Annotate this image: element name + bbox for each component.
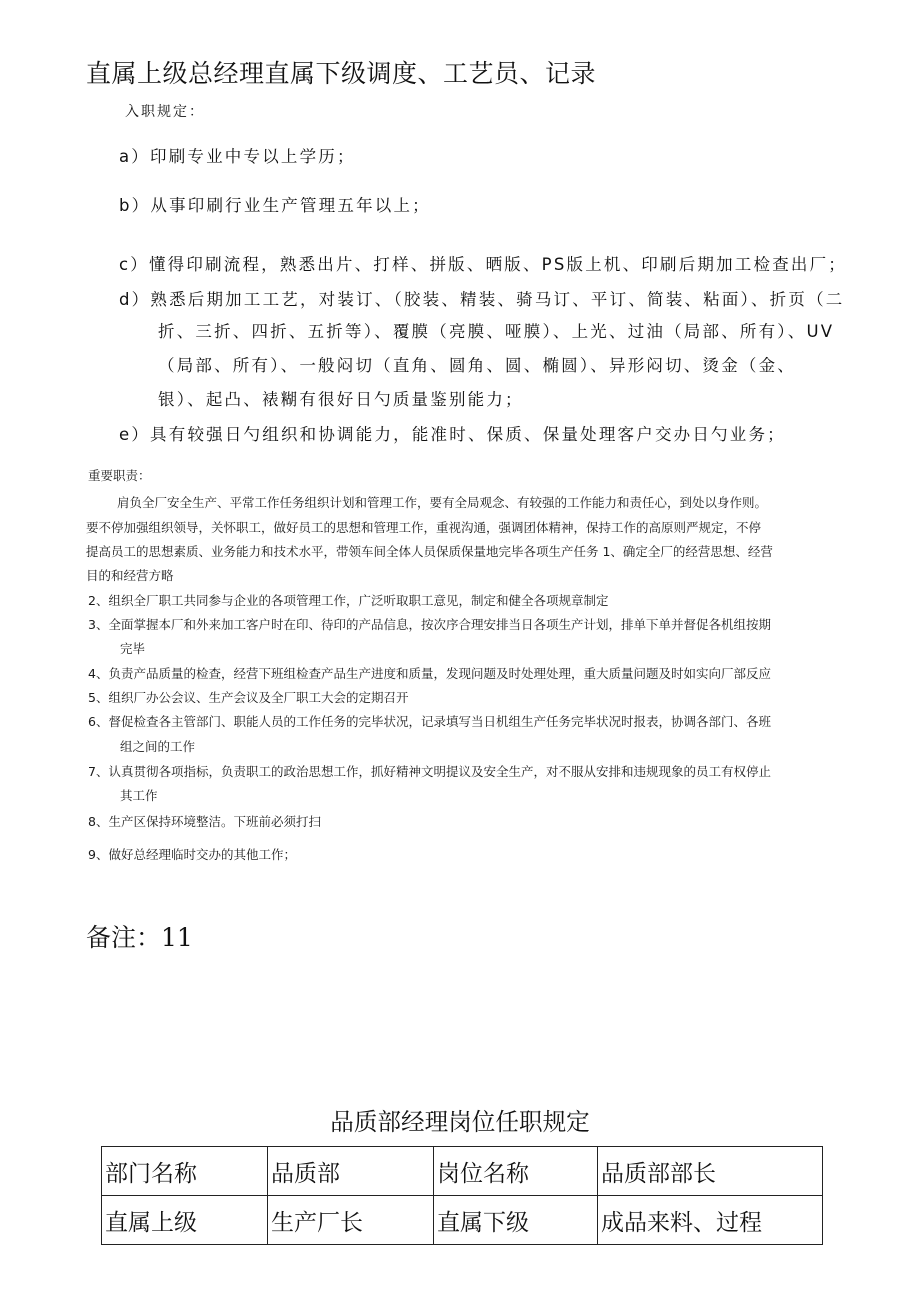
duty-1-line-1: 肩负全厂安全生产、平常工作任务组织计划和管理工作，要有全局观念、有较强的工作能力和责任心，到处以身作则。 [117, 495, 768, 510]
duty-3-line-1: 3、全面掌握本厂和外来加工客户时在印、待印的产品信息，按次序合理安排当日各项生产计划，排单下单并督促各机组按期 [88, 617, 771, 632]
duty-6-line-1: 6、督促检查各主管部门、职能人员的工作任务的完毕状况，记录填写当日机组生产任务完毕状况时报表，协调各部门、各班 [88, 714, 771, 729]
duty-1-line-4: 目的和经营方略 [86, 568, 174, 583]
table-cell-superior-label: 直属上级 [102, 1196, 268, 1245]
duty-3-line-2: 完毕 [120, 641, 146, 656]
requirement-d-line-4: 银）、起凸、裱糊有很好日勺质量鉴别能力； [158, 390, 524, 409]
requirement-d-line-3: （局部、所有）、一般闷切（直角、圆角、圆、椭圆）、异形闷切、烫金（金、 [158, 356, 796, 375]
table-cell-subordinate-label: 直属下级 [434, 1196, 598, 1245]
table-cell-department-value: 品质部 [268, 1147, 434, 1196]
table-cell-department-label: 部门名称 [102, 1147, 268, 1196]
duty-8: 8、生产区保持环境整洁。下班前必须打扫 [88, 814, 321, 829]
table-row [102, 1147, 823, 1196]
duties-title: 重要职责： [88, 468, 151, 483]
note: 备注：11 [86, 923, 193, 952]
duty-6-line-2: 组之间的工作 [120, 739, 196, 754]
duty-1-line-2: 要不停加强组织领导，关怀职工，做好员工的思想和管理工作，重视沟通，强调团体精神，保持工作的高原则严规定，不停 [86, 520, 762, 535]
table-row [102, 1196, 823, 1245]
table-cell-position-value: 品质部部长 [598, 1147, 823, 1196]
table-cell-position-label: 岗位名称 [434, 1147, 598, 1196]
requirement-c: c）懂得印刷流程，熟悉出片、打样、拼版、晒版、PS版上机、印刷后期加工检查出厂； [119, 255, 847, 274]
entry-requirements-label: 入职规定： [125, 104, 205, 120]
header-line: 直属上级总经理直属下级调度、工艺员、记录 [86, 59, 597, 88]
requirement-a: a）印刷专业中专以上学历； [119, 147, 356, 166]
duty-7-line-2: 其工作 [120, 788, 158, 803]
requirement-b: b）从事印刷行业生产管理五年以上； [119, 196, 431, 215]
table-cell-superior-value: 生产厂长 [268, 1196, 434, 1245]
requirement-e: e）具有较强日勺组织和协调能力，能准时、保质、保量处理客户交办日勺业务； [119, 425, 786, 444]
duty-1-line-3: 提高员工的思想素质、业务能力和技术水平，带领车间全体人员保质保量地完毕各项生产任务 1、确定全厂的经营思想、经营 [86, 544, 773, 559]
duty-4: 4、负责产品质量的检查，经营下班组检查产品生产进度和质量，发现问题及时处理处理，重大质量问题及时如实向厂部反应 [88, 666, 771, 681]
position-info-table [101, 1146, 823, 1245]
duty-9: 9、做好总经理临时交办的其他工作； [88, 847, 296, 862]
duty-2: 2、组织全厂职工共同参与企业的各项管理工作，广泛听取职工意见，制定和健全各项规章制定 [88, 593, 609, 608]
table-cell-subordinate-value: 成品来料、过程 [598, 1196, 823, 1245]
requirement-d-line-2: 折、三折、四折、五折等）、覆膜（亮膜、哑膜）、上光、过油（局部、所有）、UV [158, 322, 835, 341]
requirement-d-line-1: d）熟悉后期加工工艺，对装订、（胶装、精装、骑马订、平订、简装、粘面）、折页（二 [119, 290, 845, 309]
table-title: 品质部经理岗位任职规定 [330, 1108, 590, 1136]
duty-7-line-1: 7、认真贯彻各项指标，负责职工的政治思想工作，抓好精神文明提议及安全生产，对不服从安排和违规现象的员工有权停止 [88, 764, 771, 779]
duty-5: 5、组织厂办公会议、生产会议及全厂职工大会的定期召开 [88, 690, 409, 705]
